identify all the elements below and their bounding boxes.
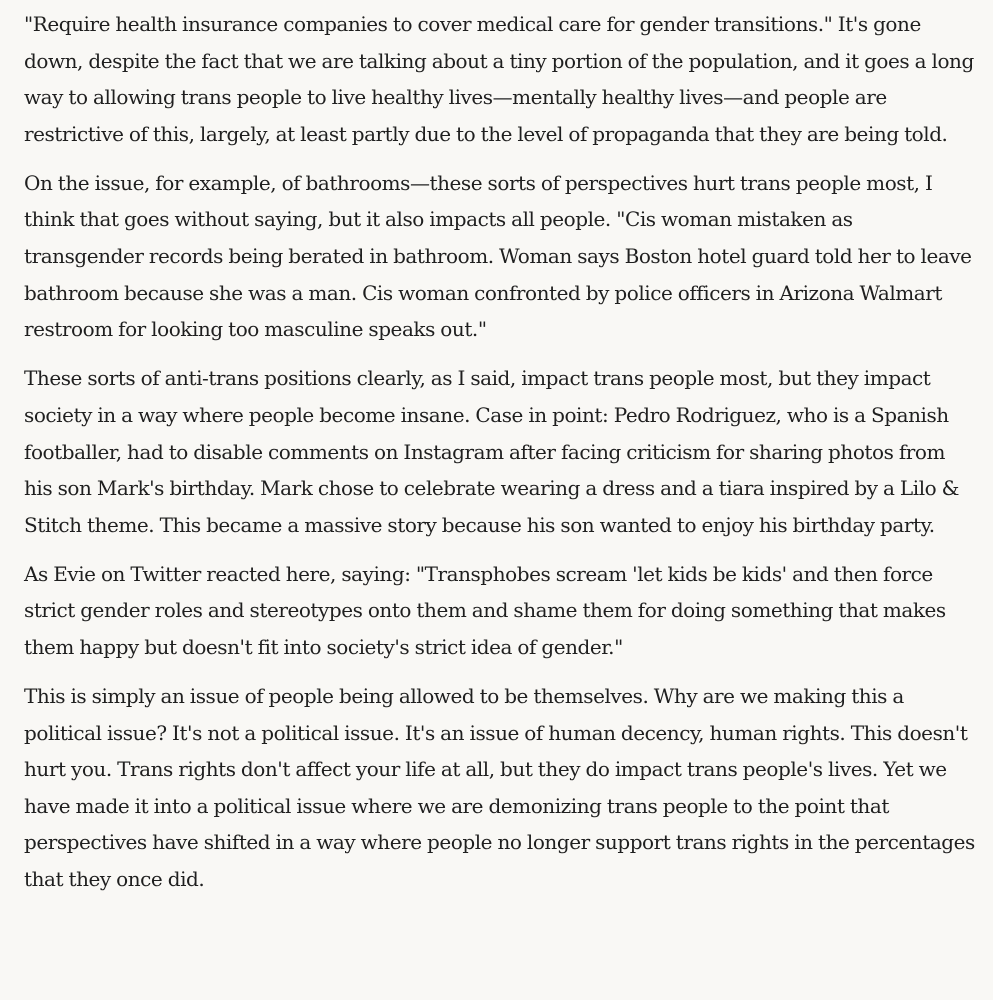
paragraph-insurance: "Require health insurance companies to cover medical care for gender transitions." It's gone down, despite the fact that we are talking about a tiny portion of the population, and it goes a long way to allowing trans people to live healthy lives—mentally healthy lives—and people are restrictive of this, largely, at least partly due to the level of propaganda that they are being told. <box>24 12 974 146</box>
paragraph-human-rights: This is simply an issue of people being allowed to be themselves. Why are we making this a political issue? It's not a political issue. It's an issue of human decency, human rights. This doesn't hurt you. Trans rights don't affect your life at all, but they do impact trans people's lives. Yet we have made it into a political issue where we are demonizing trans people to the point that perspectives have shifted in a way where people no longer support trans rights in the percentages that they once did. <box>24 684 975 892</box>
paragraph-bathrooms: On the issue, for example, of bathrooms—these sorts of perspectives hurt trans people most, I think that goes without saying, but it also impacts all people. "Cis woman mistaken as transgender records being berated in bathroom. Woman says Boston hotel guard told her to leave bathroom because she was a man. Cis woman confronted by police officers in Arizona Walmart restroom for looking too masculine speaks out." <box>24 170 972 342</box>
paragraph-anti-trans-positions: These sorts of anti-trans positions clearly, as I said, impact trans people most, but they impact society in a way where people become insane. Case in point: Pedro Rodriguez, who is a Spanish footballer, had to disable comments on Instagram after facing criticism for sharing photos from his son Mark's birthday. Mark chose to celebrate wearing a dress and a tiara inspired by a Lilo & Stitch theme. This became a massive story because his son wanted to enjoy his birthday party. <box>24 366 959 537</box>
paragraph-evie-quote: As Evie on Twitter reacted here, saying: "Transphobes scream 'let kids be kids' and then force strict gender roles and stereotypes onto them and shame them for doing something that makes them happy but doesn't fit into society's strict idea of gender." <box>24 561 946 659</box>
